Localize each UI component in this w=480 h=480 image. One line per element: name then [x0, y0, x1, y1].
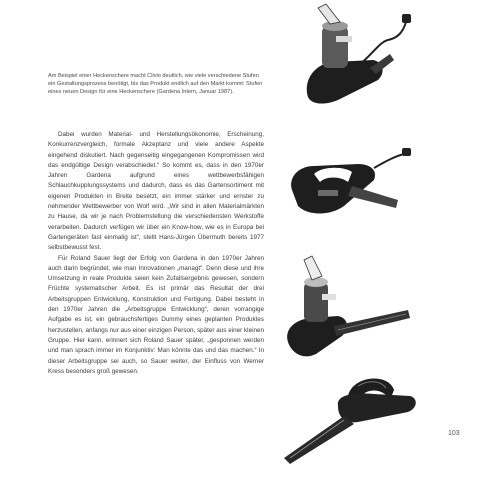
- hedge-trimmer-photo-1: [278, 2, 418, 118]
- page-number: 103: [448, 430, 460, 437]
- hedge-trimmer-photo-3: [278, 246, 418, 364]
- hedge-trimmer-photo-4: [278, 366, 424, 466]
- hedge-trimmer-photo-2: [278, 126, 418, 238]
- figure-caption: Am Beispiel einer Heckenschere macht Clivio deutlich, wie viele verschiedene Stufen ein Gestaltungsprozess benötigt, bis das Produkt endlich auf den Markt kommt: Stufen eines neuen Design für eine Heckenschere (Gardena Intern, Januar 1987).: [48, 73, 263, 96]
- paragraph-2: Für Roland Sauer liegt der Erfolg von Gardena in den 1970er Jahren auch darin begründet, wie man Innovationen „managt“. Denn diese und ihre Umsetzung in reale Produkte seien kein Zufallsergebnis gewesen, sondern Früchte systematischer Arbeit. Es ist primär das Resultat der drei Arbeitsgruppen Entwicklung, Konstruktion und Fertigung. Dabei besteht in den 1970er Jahren die „Arbeitsgruppe Entwicklung“, deren vorrangige Aufgabe es ist, ein gebrauchsfertiges Dummy eines geplanten Produktes herzustellen, anfangs nur aus einer einzigen Person, später aus einer kleinen Gruppe. Hier kann, erinnert sich Roland Sauer später, „gesponnen werden und man sprach immer im Konjunktiv: Man könnte das und das machen.“ In dieser Arbeitsgruppe sei auch, so Sauer weiter, der Einfluss von Werner Kress besonders groß gewesen.: [48, 254, 264, 375]
- body-text: [48, 130, 264, 377]
- paragraph-1: Dabei wurden Material- und Herstellungsökonomie, Erscheinung, Konkurrenzvergleich, formale Akzeptanz und viele andere Aspekte eingehend diskutiert. Nach gegenseitig eingegangenen Kompromissen wird das endgültige Design verabschiedet.“ So kommt es, dass in den 1970er Jahren Gardena aufgrund eines wettbewerbsfähigen Schlauchkupplungssystems und dadurch, dass es das Gartensortiment mit eigenen Produkten in Breite besetzt, ein immer stärker und ernster zu nehmender Wettbewerber von Wolf wird. „Wir sind in allen Materialmärkten zu Hause, da wir je nach Problemstellung die verschiedensten Werkstoffe verarbeiten. Dadurch verfügen wir über ein Know-how, wie es in Europa bei Gartengeräten fast einmalig ist“, stellt Hans-Jürgen Übermuth bereits 1977 selbstbewusst fest.: [48, 131, 264, 252]
